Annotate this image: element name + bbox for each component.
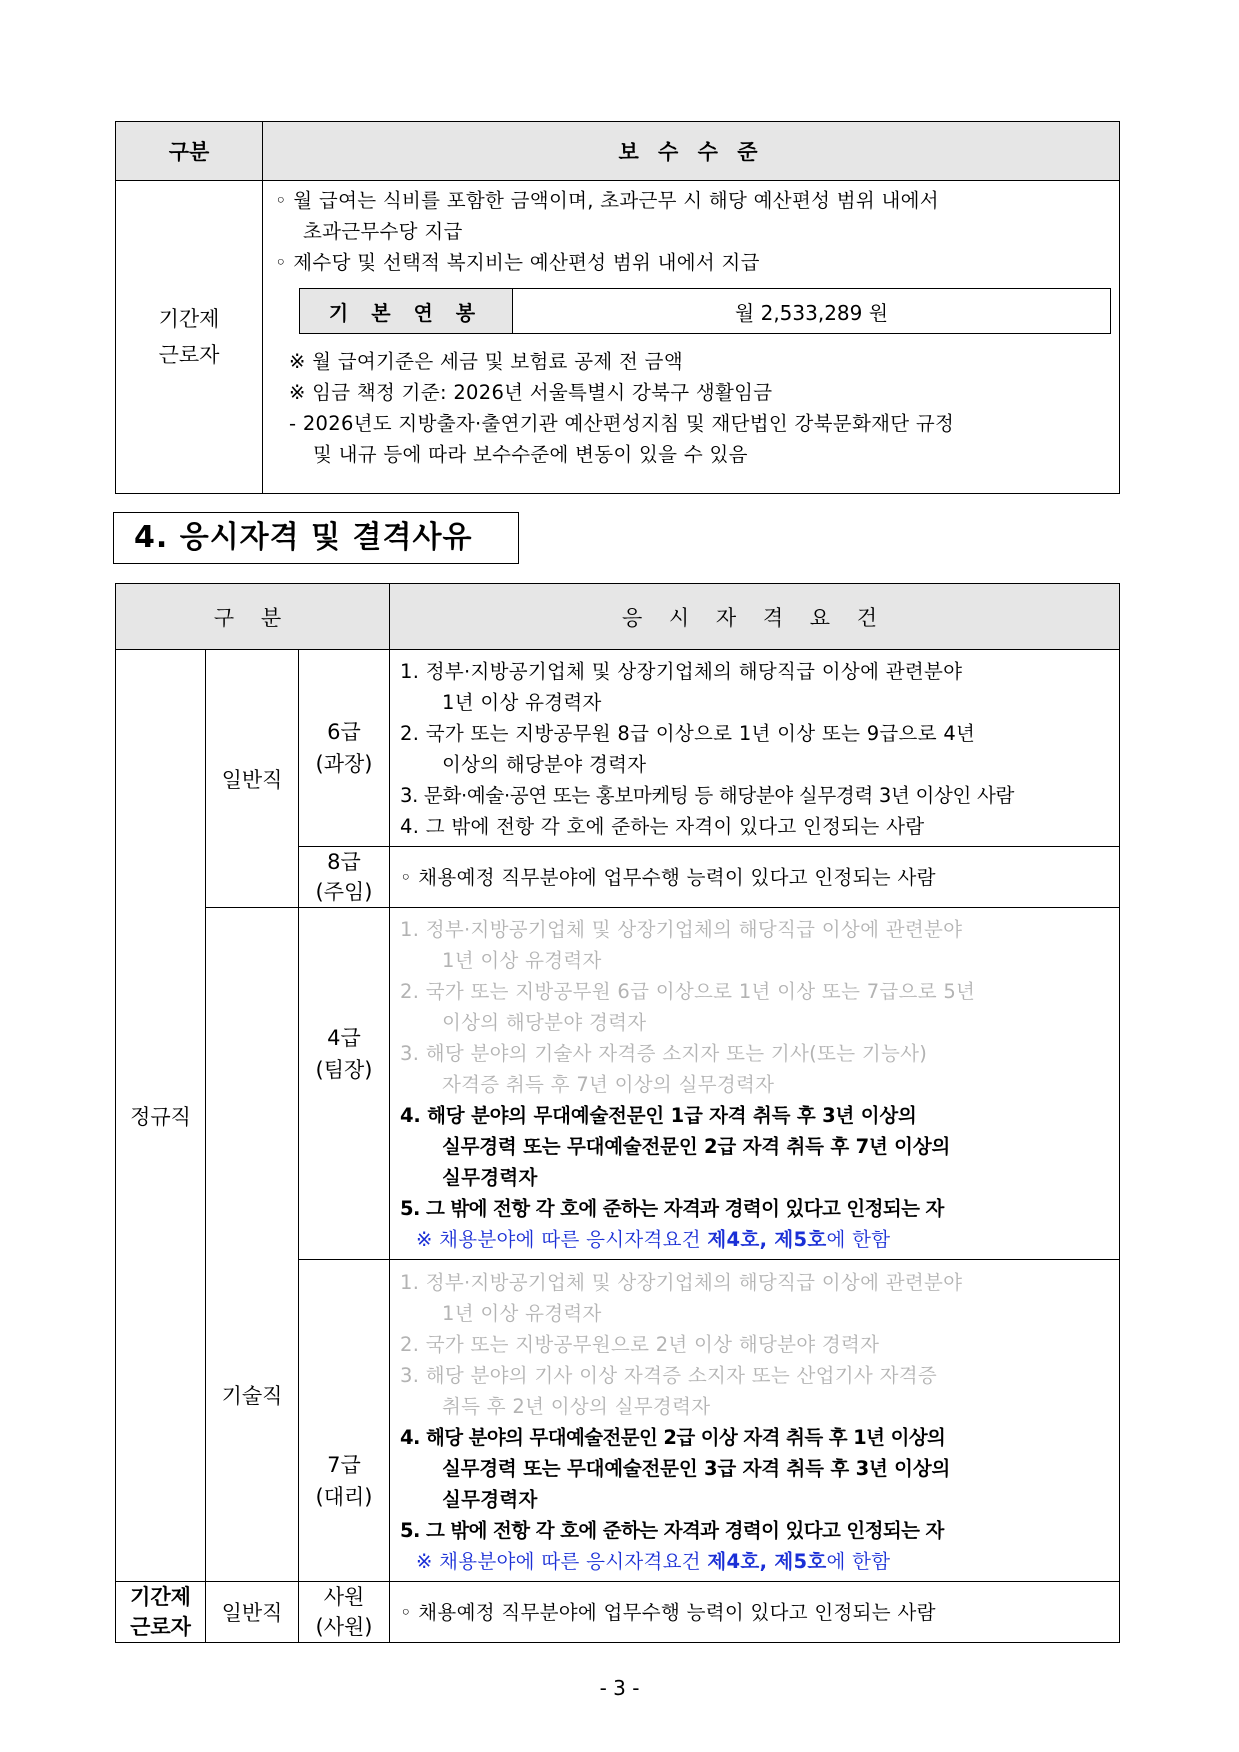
base-salary-label: 기 본 연 봉 [300,289,513,334]
req-line: 3. 해당 분야의 기술사 자격증 소지자 또는 기사(또는 기능사) [400,1042,928,1065]
req-line: 3. 문화·예술·공연 또는 홍보마케팅 등 해당분야 실무경력 3년 이상인 사람 [400,784,1015,807]
req-line: 2. 국가 또는 지방공무원으로 2년 이상 해당분야 경력자 [400,1332,880,1356]
salary-line: ◦ 제수당 및 선택적 복지비는 예산편성 범위 내에서 지급 [275,251,760,274]
req-line: 이상의 해당분야 경력자 [442,1011,647,1034]
grade-4: 4급 (팀장) [299,908,390,1260]
grade-7: 7급 (대리) [299,1260,390,1582]
employment-type-regular: 정규직 [116,650,206,1582]
req-line: ◦ 채용예정 직무분야에 업무수행 능력이 있다고 인정되는 사람 [400,865,936,889]
req-line: 4. 그 밖에 전항 각 호에 준하는 자격이 있다고 인정되는 사람 [400,815,925,838]
req-line: 실무경력자 [442,1166,538,1189]
header-category: 구분 [116,122,263,181]
contract-job-type-general: 일반직 [206,1582,299,1643]
req-line: 4. 해당 분야의 무대예술전문인 2급 이상 자격 취득 후 1년 이상의 [400,1425,946,1449]
grade-4-requirements [390,908,1120,1260]
header-requirements: 응 시 자 격 요 건 [390,584,1120,650]
grade-staff: 사원 (사원) [299,1582,390,1643]
salary-content [263,181,1120,494]
req-line: 1년 이상 유경력자 [442,1301,602,1325]
req-note: ※ 채용분야에 따른 응시자격요건 제4호, 제5호에 한함 [416,1228,891,1251]
req-line: ◦ 채용예정 직무분야에 업무수행 능력이 있다고 인정되는 사람 [400,1600,936,1624]
base-salary-box [299,288,1111,334]
req-line: 실무경력 또는 무대예술전문인 2급 자격 취득 후 7년 이상의 [442,1135,951,1158]
req-line: 1. 정부·지방공기업체 및 상장기업체의 해당직급 이상에 관련분야 [400,1270,963,1294]
job-type-general: 일반직 [206,650,299,908]
salary-table [115,121,1120,494]
staff-requirements [390,1582,1120,1643]
req-note: ※ 채용분야에 따른 응시자격요건 제4호, 제5호에 한함 [416,1549,891,1573]
header-salary-level: 보 수 수 준 [263,122,1120,181]
grade-6-requirements [390,650,1120,847]
employment-type-contract: 기간제 근로자 [116,1582,206,1643]
base-salary-value: 월 2,533,289 원 [513,289,1111,334]
section-title: 4. 응시자격 및 결격사유 [113,512,519,564]
req-line: 실무경력 또는 무대예술전문인 3급 자격 취득 후 3년 이상의 [442,1456,951,1480]
salary-line: 초과근무수당 지급 [303,220,463,243]
req-line: 5. 그 밖에 전항 각 호에 준하는 자격과 경력이 있다고 인정되는 자 [400,1197,944,1220]
req-line: 3. 해당 분야의 기사 이상 자격증 소지자 또는 산업기사 자격증 [400,1363,937,1387]
salary-line: ◦ 월 급여는 식비를 포함한 금액이며, 초과근무 시 해당 예산편성 범위 내에서 [275,189,939,212]
grade-8: 8급 (주임) [299,847,390,908]
req-line: 이상의 해당분야 경력자 [442,753,647,776]
req-line: 1년 이상 유경력자 [442,691,602,714]
grade-7-requirements [390,1260,1120,1582]
req-line: 1. 정부·지방공기업체 및 상장기업체의 해당직급 이상에 관련분야 [400,918,963,941]
req-line: 1. 정부·지방공기업체 및 상장기업체의 해당직급 이상에 관련분야 [400,660,963,683]
row-label-contract: 기간제 근로자 [116,181,263,494]
grade-6: 6급 (과장) [299,650,390,847]
salary-note: ※ 월 급여기준은 세금 및 보험료 공제 전 금액 [289,350,683,373]
req-line: 1년 이상 유경력자 [442,949,602,972]
header-category: 구 분 [116,584,390,650]
req-line: 2. 국가 또는 지방공무원 6급 이상으로 1년 이상 또는 7급으로 5년 [400,980,976,1003]
qualification-table [115,583,1120,1643]
grade-8-requirements [390,847,1120,908]
req-line: 자격증 취득 후 7년 이상의 실무경력자 [442,1073,775,1096]
req-line: 취득 후 2년 이상의 실무경력자 [442,1394,711,1418]
salary-note: - 2026년도 지방출자·출연기관 예산편성지침 및 재단법인 강북문화재단 규정 [289,412,955,435]
req-line: 실무경력자 [442,1487,538,1511]
req-line: 2. 국가 또는 지방공무원 8급 이상으로 1년 이상 또는 9급으로 4년 [400,722,976,745]
page-number: - 3 - [599,1676,640,1700]
req-line: 5. 그 밖에 전항 각 호에 준하는 자격과 경력이 있다고 인정되는 자 [400,1518,944,1542]
req-line: 4. 해당 분야의 무대예술전문인 1급 자격 취득 후 3년 이상의 [400,1104,917,1127]
salary-note: 및 내규 등에 따라 보수수준에 변동이 있을 수 있음 [313,443,748,466]
job-type-technical: 기술직 [206,908,299,1582]
salary-note: ※ 임금 책정 기준: 2026년 서울특별시 강북구 생활임금 [289,381,773,404]
